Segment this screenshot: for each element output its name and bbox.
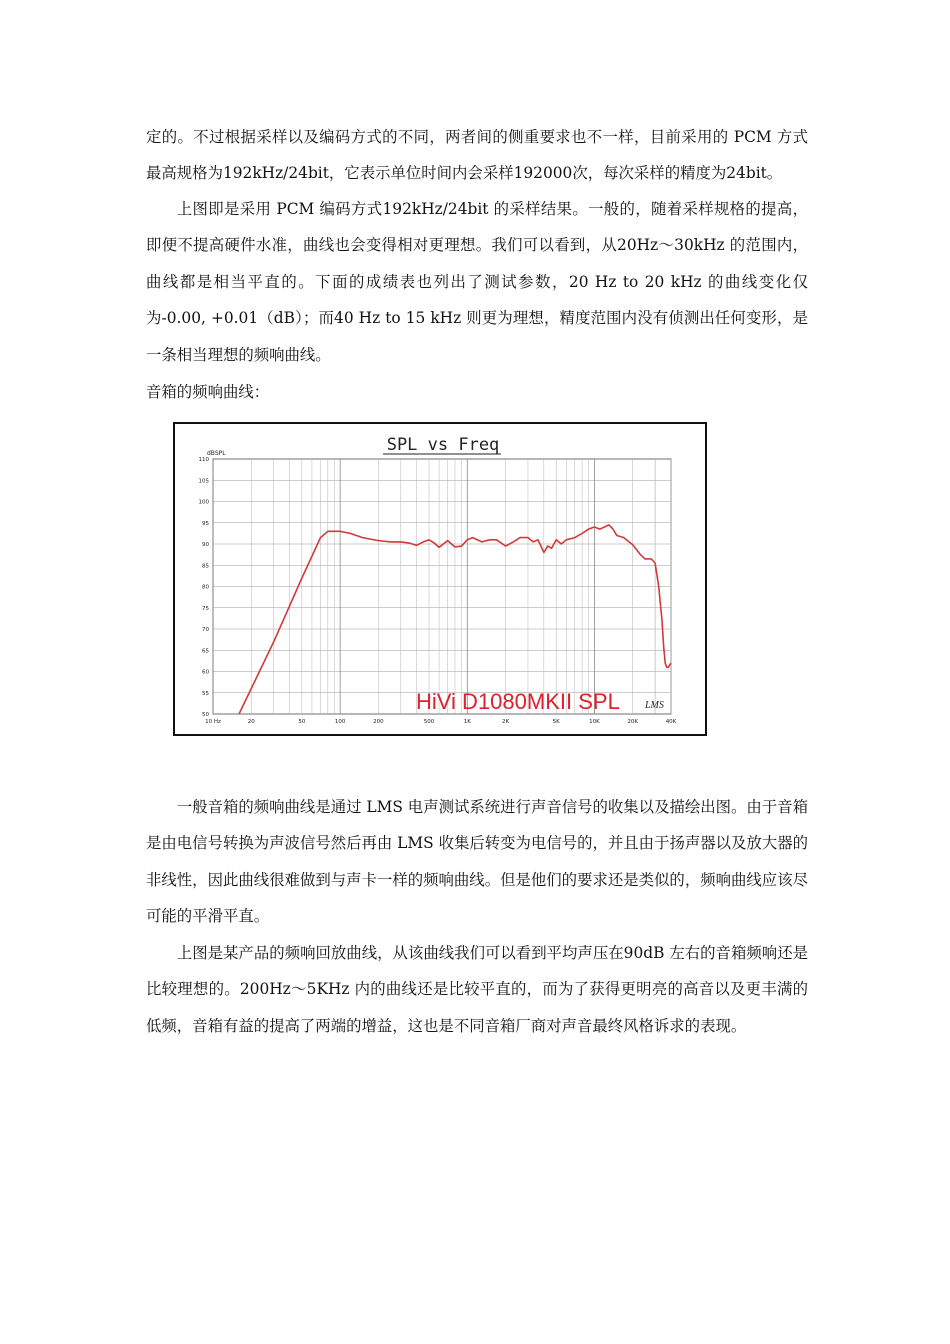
y-tick-label: 110 [198,457,209,463]
y-tick-label: 55 [202,690,209,697]
chart-annotation: HiVi D1080MKII SPL [416,689,620,714]
x-tick-label: 10 Hz [205,719,221,725]
x-tick-label: 20 [247,719,255,725]
y-tick-label: 85 [202,563,209,570]
chart-grid [213,459,671,714]
x-tick-label: 1K [463,719,471,725]
y-tick-label: 100 [198,499,209,506]
x-tick-label: 500 [423,719,435,725]
x-tick-label: 50 [298,719,306,725]
y-tick-label: 105 [198,478,209,485]
y-tick-label: 70 [202,627,209,633]
y-axis-label: dBSPL [207,450,226,457]
x-tick-label: 40K [665,719,677,725]
y-tick-label: 95 [202,520,209,527]
x-tick-label: 20K [627,719,639,725]
paragraph-sampling-result: 上图即是采用 PCM 编码方式192kHz/24bit 的采样结果。一般的，随着采样规格的提高，即便不提高硬件水准，曲线也会变得相对更理想。我们可以看到，从20Hz～30kHz 的范围内，曲线都是相当平直的。下面的成绩表也列出了测试参数，20 Hz to 20 kHz 的曲线变化仅为-0.00, +0.01（dB）；而40 Hz to 15 kHz 则更为理想，精度范围内没有侦测出任何变形，是一条相当理想的频响曲线。 [146,200,808,364]
x-tick-label: 100 [334,719,346,725]
paragraph-pcm-spec: 定的。不过根据采样以及编码方式的不同，两者间的侧重要求也不一样，目前采用的 PCM 方式最高规格为192kHz/24bit，它表示单位时间内会采样192000次，每次采样的精度为24bit。 [146,128,808,183]
y-tick-label: 50 [202,712,209,718]
paragraph-product-curve: 上图是某产品的频响回放曲线，从该曲线我们可以看到平均声压在90dB 左右的音箱频响还是比较理想的。200Hz～5KHz 内的曲线还是比较平直的，而为了获得更明亮的高音以及更丰满的低频，音箱有益的提高了两端的增益，这也是不同音箱厂商对声音最终风格诉求的表现。 [146,944,808,1035]
spl-chart-figure [173,422,707,736]
figure-label: 音箱的频响曲线： [146,383,270,401]
x-tick-label: 5K [552,719,560,725]
y-tick-label: 60 [202,669,209,676]
x-tick-labels [205,719,677,725]
y-tick-labels [199,457,210,718]
y-tick-label: 65 [202,648,209,655]
y-tick-label: 80 [202,584,209,591]
y-tick-label: 90 [202,542,209,548]
lms-logo-text: LMS [645,700,664,711]
chart-title: SPL vs Freq [386,435,500,455]
y-tick-label: 75 [202,605,209,612]
x-tick-label: 200 [373,719,384,725]
spl-vs-freq-chart [175,424,705,734]
paragraph-lms-method: 一般音箱的频响曲线是通过 LMS 电声测试系统进行声音信号的收集以及描绘出图。由于音箱是由电信号转换为声波信号然后再由 LMS 收集后转变为电信号的，并且由于扬声器以及放大器的非线性，因此曲线很难做到与声卡一样的频响曲线。但是他们的要求还是类似的，频响曲线应该尽可能的平滑平直。 [146,798,808,926]
x-tick-label: 2K [502,719,510,725]
x-tick-label: 10K [589,719,600,725]
